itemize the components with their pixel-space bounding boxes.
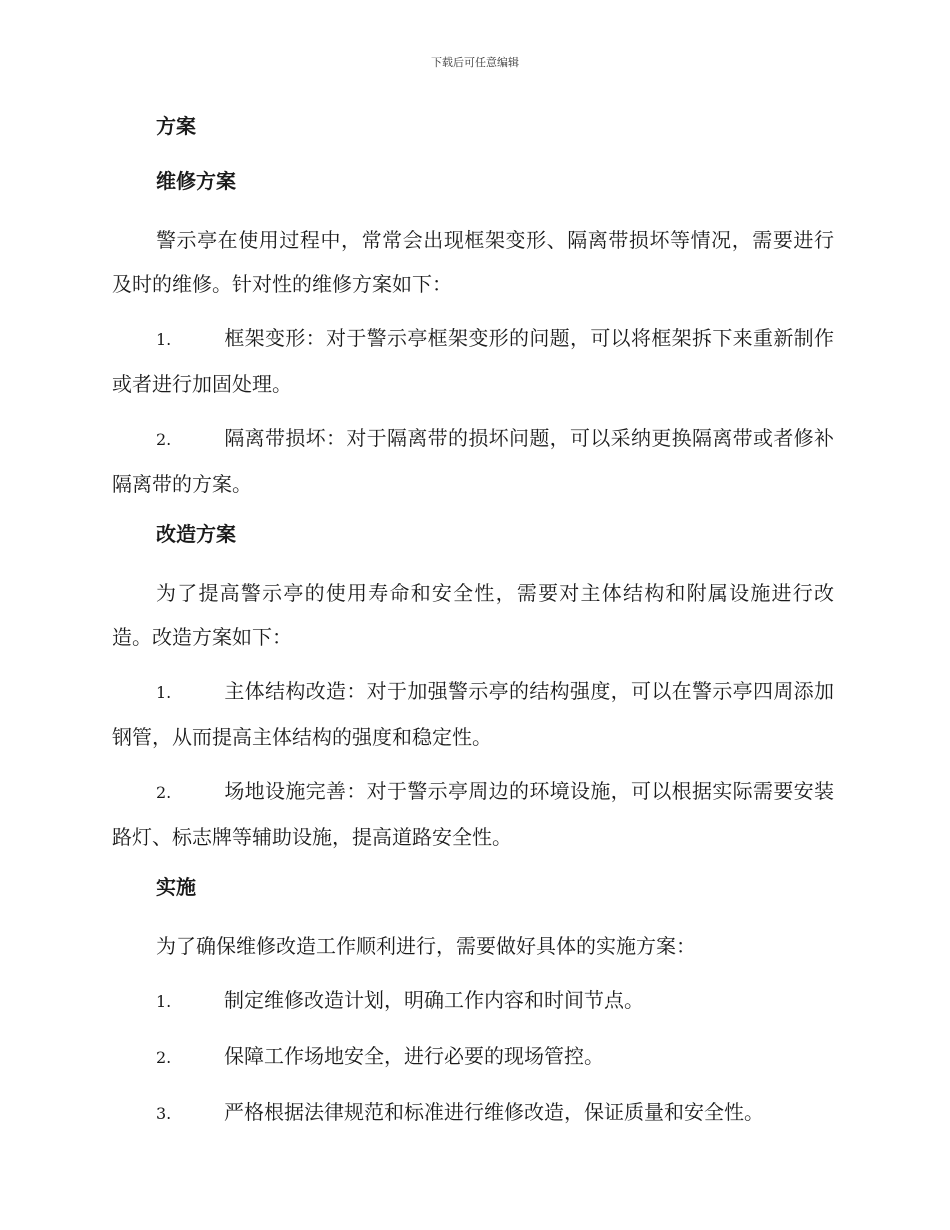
implementation-heading: 实施	[156, 875, 196, 899]
renovation-intro: 为了提高警示亭的使用寿命和安全性，需要对主体结构和附属设施进行改造。改造方案如下：	[112, 581, 834, 649]
renovation-heading: 改造方案	[156, 522, 236, 546]
list-item	[112, 1090, 834, 1136]
list-item	[112, 1034, 834, 1080]
list-number: 1.	[156, 992, 172, 1011]
list-text: 隔离带损坏：对于隔离带的损坏问题，可以采纳更换隔离带或者修补隔离带的方案。	[112, 426, 834, 496]
list-item	[112, 669, 834, 759]
list-item	[112, 978, 834, 1024]
list-text: 场地设施完善：对于警示亭周边的环境设施，可以根据实际需要安装路灯、标志牌等辅助设施，提高道路安全性。	[112, 779, 834, 849]
list-item	[112, 316, 834, 406]
list-number: 2.	[156, 1048, 172, 1067]
document-title: 方案	[156, 114, 196, 138]
list-number: 3.	[156, 1104, 172, 1123]
list-number: 2.	[156, 783, 172, 802]
list-number: 1.	[156, 330, 172, 349]
list-number: 1.	[156, 683, 172, 702]
list-item	[112, 416, 834, 506]
list-text: 制定维修改造计划，明确工作内容和时间节点。	[224, 988, 644, 1012]
list-item	[112, 769, 834, 859]
repair-intro: 警示亭在使用过程中，常常会出现框架变形、隔离带损坏等情况，需要进行及时的维修。针对性的维修方案如下：	[112, 228, 834, 296]
repair-heading: 维修方案	[156, 169, 236, 193]
list-text: 保障工作场地安全，进行必要的现场管控。	[224, 1044, 604, 1068]
list-text: 严格根据法律规范和标准进行维修改造，保证质量和安全性。	[224, 1100, 764, 1124]
list-text: 主体结构改造：对于加强警示亭的结构强度，可以在警示亭四周添加钢管，从而提高主体结构的强度和稳定性。	[112, 679, 834, 749]
document-body	[112, 108, 834, 1146]
list-number: 2.	[156, 430, 172, 449]
list-text: 框架变形：对于警示亭框架变形的问题，可以将框架拆下来重新制作或者进行加固处理。	[112, 326, 834, 396]
page-header: 下载后可任意编辑	[431, 56, 519, 69]
implementation-intro: 为了确保维修改造工作顺利进行，需要做好具体的实施方案：	[156, 934, 696, 958]
